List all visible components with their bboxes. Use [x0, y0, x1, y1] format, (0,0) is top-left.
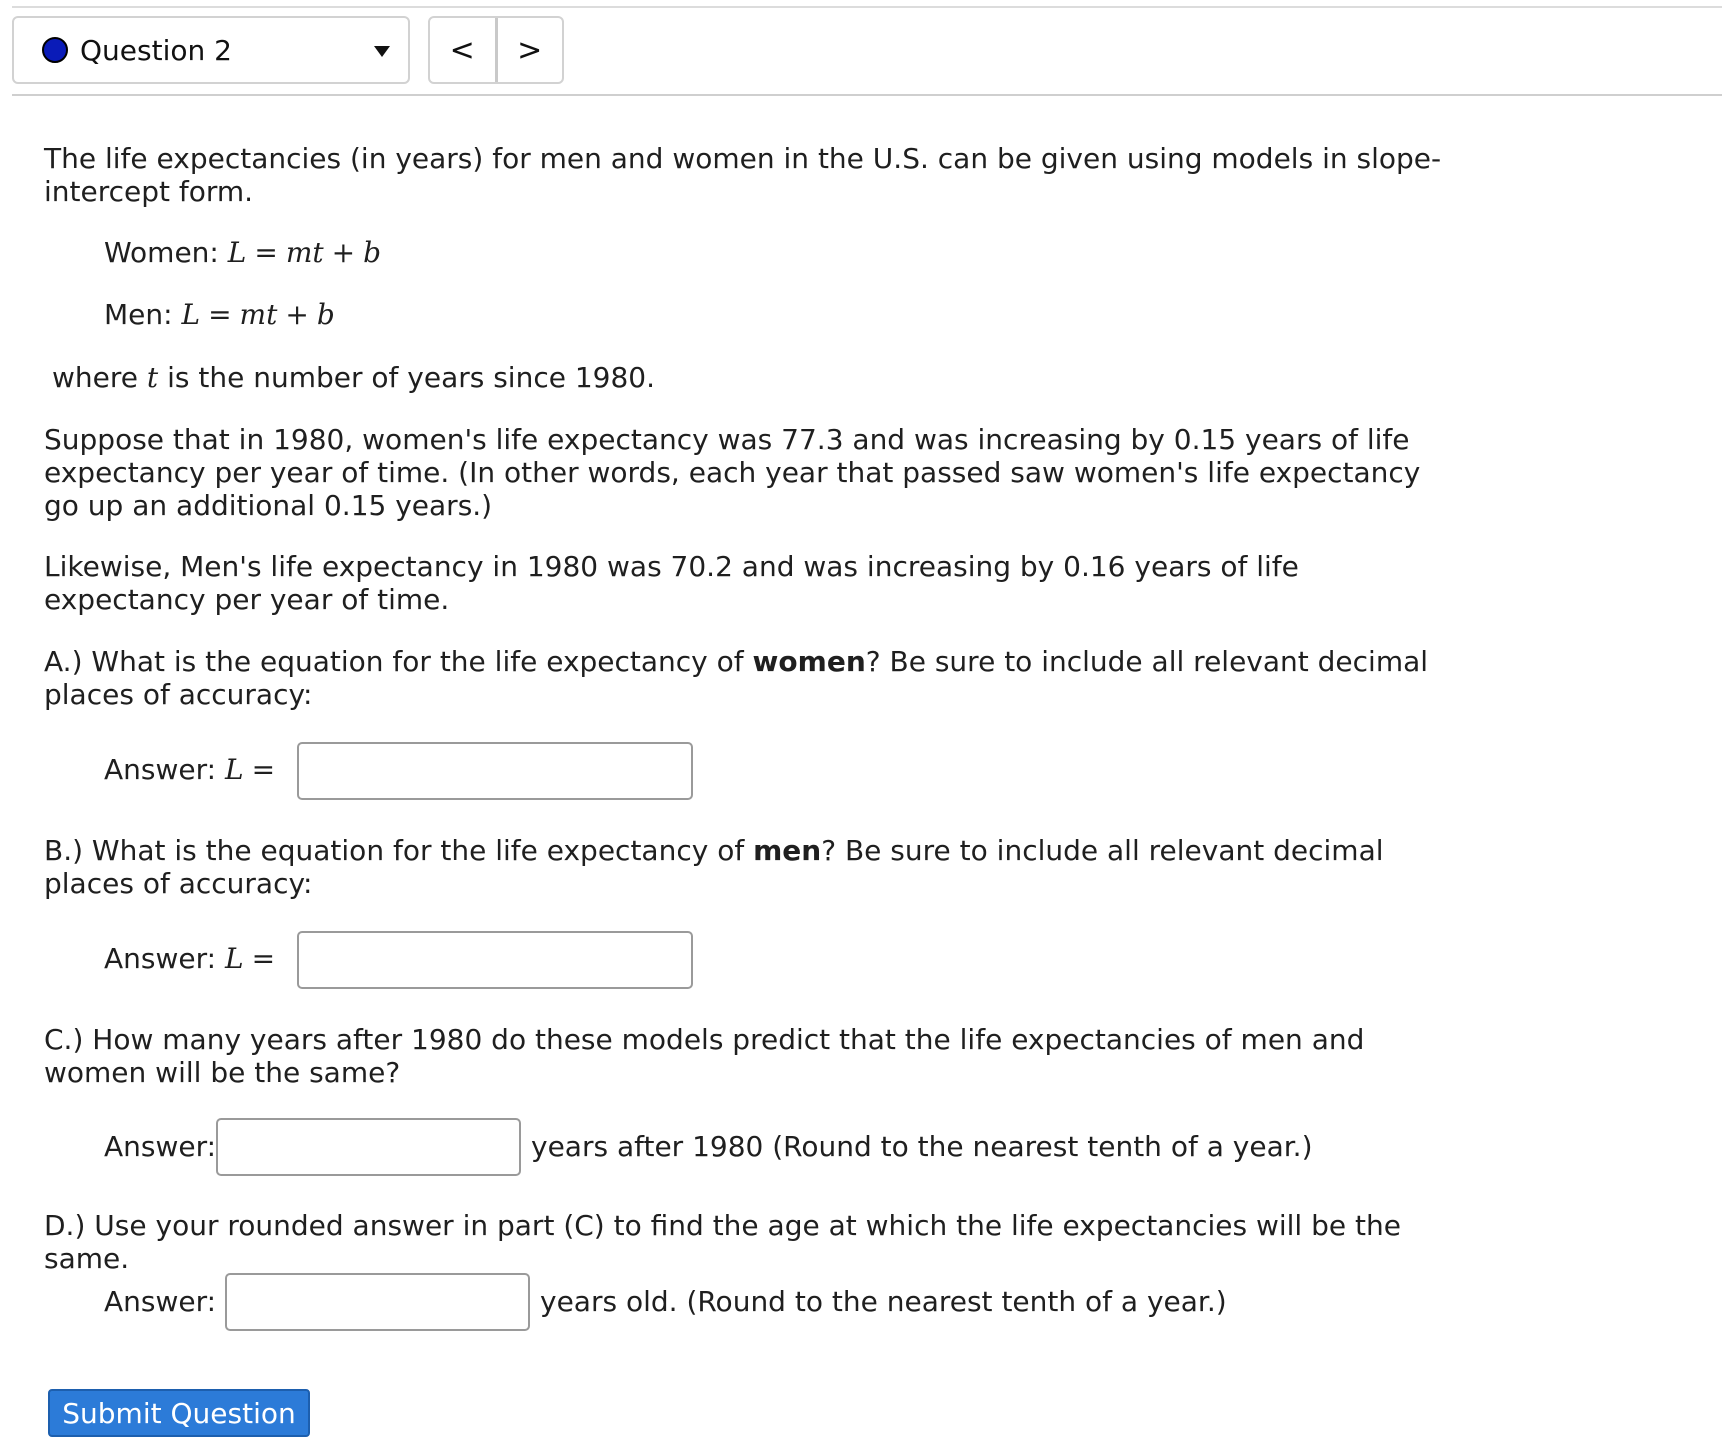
model-plus: + — [331, 236, 356, 269]
part-c-answer-label: Answer: — [104, 1130, 217, 1163]
part-c-answer-input[interactable] — [216, 1118, 521, 1176]
model-var-b: b — [316, 298, 335, 331]
part-a-text-pre: A.) What is the equation for the life expectancy of — [44, 645, 753, 678]
women-model-label: Women: — [104, 236, 219, 269]
women-model — [104, 236, 381, 269]
model-plus: + — [285, 298, 309, 331]
part-b-text-post: ? Be sure to include all relevant decimal places of accuracy: — [44, 834, 1384, 900]
caret-down-icon — [374, 46, 390, 57]
model-var-L: L — [227, 236, 247, 269]
part-c-answer-suffix: years after 1980 (Round to the nearest tenth of a year.) — [531, 1130, 1313, 1163]
where-suffix: is the number of years since 1980. — [167, 361, 656, 394]
part-d-answer-suffix: years old. (Round to the nearest tenth of a year.) — [540, 1285, 1227, 1318]
part-b-text-pre: B.) What is the equation for the life expectancy of — [44, 834, 754, 867]
model-var-t: t — [312, 236, 324, 269]
part-d-answer-input[interactable] — [225, 1273, 530, 1331]
header-divider — [12, 94, 1722, 96]
next-question-button[interactable]: > — [517, 32, 543, 68]
submit-question-button[interactable]: Submit Question — [48, 1389, 310, 1437]
part-a-emphasis: women — [752, 645, 866, 678]
answer-var-L: L — [224, 753, 244, 786]
answer-var-L: L — [224, 942, 244, 975]
where-prefix: where — [52, 361, 138, 394]
men-model — [104, 298, 335, 331]
part-a-answer-label — [104, 753, 283, 786]
suppose-text: Suppose that in 1980, women's life expectancy was 77.3 and was increasing by 0.15 years of life expectancy per year of time. (In other words, each year that passed saw women's life expectancy go up an additional 0.15 years.) — [44, 423, 1421, 522]
likewise-text: Likewise, Men's life expectancy in 1980 was 70.2 and was increasing by 0.16 years of life expectancy per year of time. — [44, 550, 1299, 616]
part-a-answer-input[interactable] — [297, 742, 693, 800]
part-b-answer-input[interactable] — [297, 931, 693, 989]
where-text — [52, 361, 655, 394]
question-nav — [428, 16, 564, 84]
model-var-t: t — [266, 298, 278, 331]
intro-text: The life expectancies (in years) for men and women in the U.S. can be given using models in slope-intercept form. — [44, 142, 1442, 208]
part-d-answer-label: Answer: — [104, 1285, 217, 1318]
part-c-question: C.) How many years after 1980 do these models predict that the life expectancies of men and women will be the same? — [44, 1023, 1365, 1089]
part-b-question — [44, 834, 1464, 900]
model-var-m: m — [285, 236, 313, 269]
model-var-m: m — [239, 298, 267, 331]
status-dot-icon — [42, 37, 68, 63]
part-b-answer-label — [104, 942, 283, 975]
previous-question-button[interactable]: < — [430, 18, 498, 82]
part-b-emphasis: men — [753, 834, 822, 867]
model-var-L: L — [181, 298, 201, 331]
model-var-b: b — [363, 236, 382, 269]
top-divider — [12, 6, 1722, 8]
model-equals: = — [208, 298, 232, 331]
part-a-text-post: ? Be sure to include all relevant decimal places of accuracy: — [44, 645, 1429, 711]
where-var-t: t — [146, 361, 159, 394]
question-selector-label: Question 2 — [80, 33, 232, 67]
question-selector[interactable] — [12, 16, 410, 84]
model-equals: = — [254, 236, 278, 269]
answer-label: Answer: — [104, 942, 217, 975]
part-a-question — [44, 645, 1464, 711]
answer-equals: = — [251, 942, 276, 975]
answer-equals: = — [251, 753, 276, 786]
part-d-question: D.) Use your rounded answer in part (C) to find the age at which the life expectancies will be the same. — [44, 1209, 1401, 1275]
men-model-label: Men: — [104, 298, 173, 331]
answer-label: Answer: — [104, 753, 217, 786]
